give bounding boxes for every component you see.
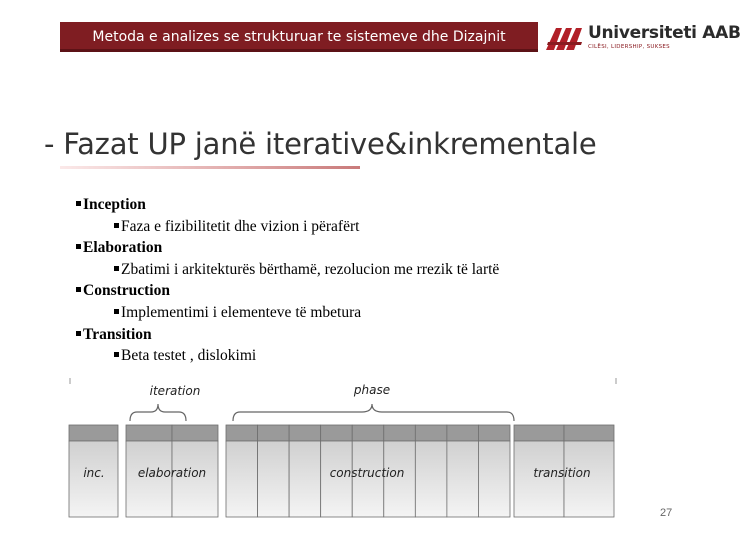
header-title: Metoda e analizes se strukturuar te sistemeve dhe Dizajnit xyxy=(92,29,506,45)
bullet-label: Elaboration xyxy=(83,239,163,257)
iteration-box-header xyxy=(352,425,384,441)
phase-label: phase xyxy=(353,383,391,397)
phase-brace xyxy=(233,404,514,421)
sub-bullet-label: Implementimi i elementeve të mbetura xyxy=(121,303,362,321)
iteration-box xyxy=(415,441,447,517)
iteration-box-header xyxy=(126,425,172,441)
iteration-label: iteration xyxy=(149,384,201,398)
iteration-box-header xyxy=(226,425,258,441)
iteration-box xyxy=(226,441,258,517)
page-number: 27 xyxy=(660,507,673,519)
iteration-box-header xyxy=(478,425,510,441)
iteration-box-header xyxy=(384,425,416,441)
iteration-box-header xyxy=(289,425,321,441)
iteration-box-header xyxy=(321,425,353,441)
sub-bullet-label: Beta testet , dislokimi xyxy=(121,347,257,365)
iteration-box xyxy=(478,441,510,517)
diagram-braces xyxy=(130,404,514,421)
iteration-box xyxy=(289,441,321,517)
iteration-box-header xyxy=(69,425,118,441)
slide-title: - Fazat UP janë iterative&inkrementale xyxy=(44,127,597,161)
iteration-box-header xyxy=(514,425,564,441)
iteration-box-header xyxy=(564,425,614,441)
logo-tagline: CILËSI, LIDERSHIP, SUKSES xyxy=(588,44,670,50)
iteration-box xyxy=(258,441,290,517)
phase-name-inception: inc. xyxy=(83,466,105,480)
phase-name-elaboration: elaboration xyxy=(137,466,207,480)
bullet-label: Inception xyxy=(83,196,146,213)
phase-name-transition: transition xyxy=(533,466,591,480)
logo-name: Universiteti AAB xyxy=(588,23,741,43)
iteration-box-header xyxy=(258,425,290,441)
bullet-label: Construction xyxy=(83,282,170,300)
sub-bullet-label: Faza e fizibilitetit dhe vizion i përafërt xyxy=(121,217,360,235)
iteration-box xyxy=(447,441,479,517)
iteration-box-header xyxy=(415,425,447,441)
bullet-label: Transition xyxy=(83,325,152,343)
iteration-box-header xyxy=(447,425,479,441)
iteration-brace xyxy=(130,404,186,421)
sub-bullet-label: Zbatimi i arkitekturës bërthamë, rezolucion me rrezik të lartë xyxy=(121,260,500,278)
iteration-box-header xyxy=(172,425,218,441)
phase-name-construction: construction xyxy=(329,466,405,480)
